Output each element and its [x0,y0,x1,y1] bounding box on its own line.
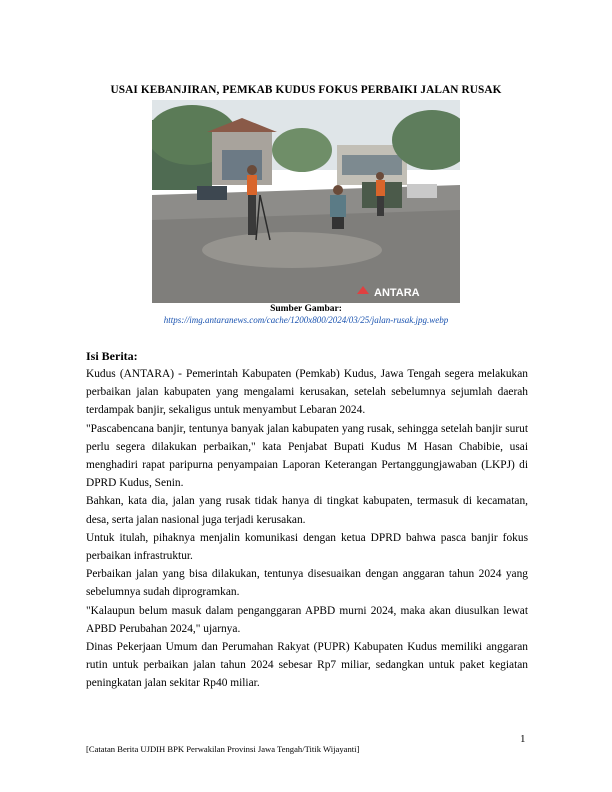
news-photo [152,100,460,303]
footer-note: [Catatan Berita UJDIH BPK Perwakilan Provinsi Jawa Tengah/Titik Wijayanti] [86,744,360,754]
paragraph: Kudus (ANTARA) - Pemerintah Kabupaten (Pemkab) Kudus, Jawa Tengah segera melakukan perbaikan jalan kabupaten yang mengalami kerusakan, setelah sebelumnya sejumlah daerah terdampak banjir, sekaligus untuk menyambut Lebaran 2024. [86,368,528,417]
image-source-link[interactable]: https://img.antaranews.com/cache/1200x800/2024/03/25/jalan-rusak.jpg.webp [163,315,449,325]
paragraph: Perbaikan jalan yang bisa dilakukan, tentunya disesuaikan dengan anggaran tahun 2024 yang sebelumnya sudah diprogramkan. [86,568,528,599]
paragraph: "Pascabencana banjir, tentunya banyak jalan kabupaten yang rusak, sehingga setelah banjir surut perlu segera dilakukan perbaikan," kata Penjabat Bupati Kudus M Hasan Chabibie, usai menghadiri rapat paripurna penyampaian Laporan Keterangan Pertanggungjawaban (LKPJ) di DPRD Kudus, Senin. [86,422,528,490]
paragraph: Dinas Pekerjaan Umum dan Perumahan Rakyat (PUPR) Kabupaten Kudus memiliki anggaran rutin untuk perbaikan jalan tahun 2024 sebesar Rp7 miliar, sedangkan untuk paket kegiatan peningkatan jalan sekitar Rp40 miliar. [86,641,528,690]
section-heading: Isi Berita: [86,349,138,363]
paragraph: "Kalaupun belum masuk dalam penganggaran APBD murni 2024, maka akan diusulkan lewat APBD Perubahan 2024," ujarnya. [86,604,528,635]
paragraph: Untuk itulah, pihaknya menjalin komunikasi dengan ketua DPRD bahwa pasca banjir fokus perbaikan infrastruktur. [86,531,528,563]
article-title: USAI KEBANJIRAN, PEMKAB KUDUS FOKUS PERBAIKI JALAN RUSAK [110,84,502,96]
article-body [86,365,528,693]
page-number: 1 [520,733,526,745]
paragraph: Bahkan, kata dia, jalan yang rusak tidak hanya di tingkat kabupaten, termasuk di kecamatan, desa, serta jalan nasional juga terjadi kerusakan. [86,495,528,526]
watermark-text: ANTARA [374,287,420,299]
image-source-label: Sumber Gambar: [270,304,342,314]
